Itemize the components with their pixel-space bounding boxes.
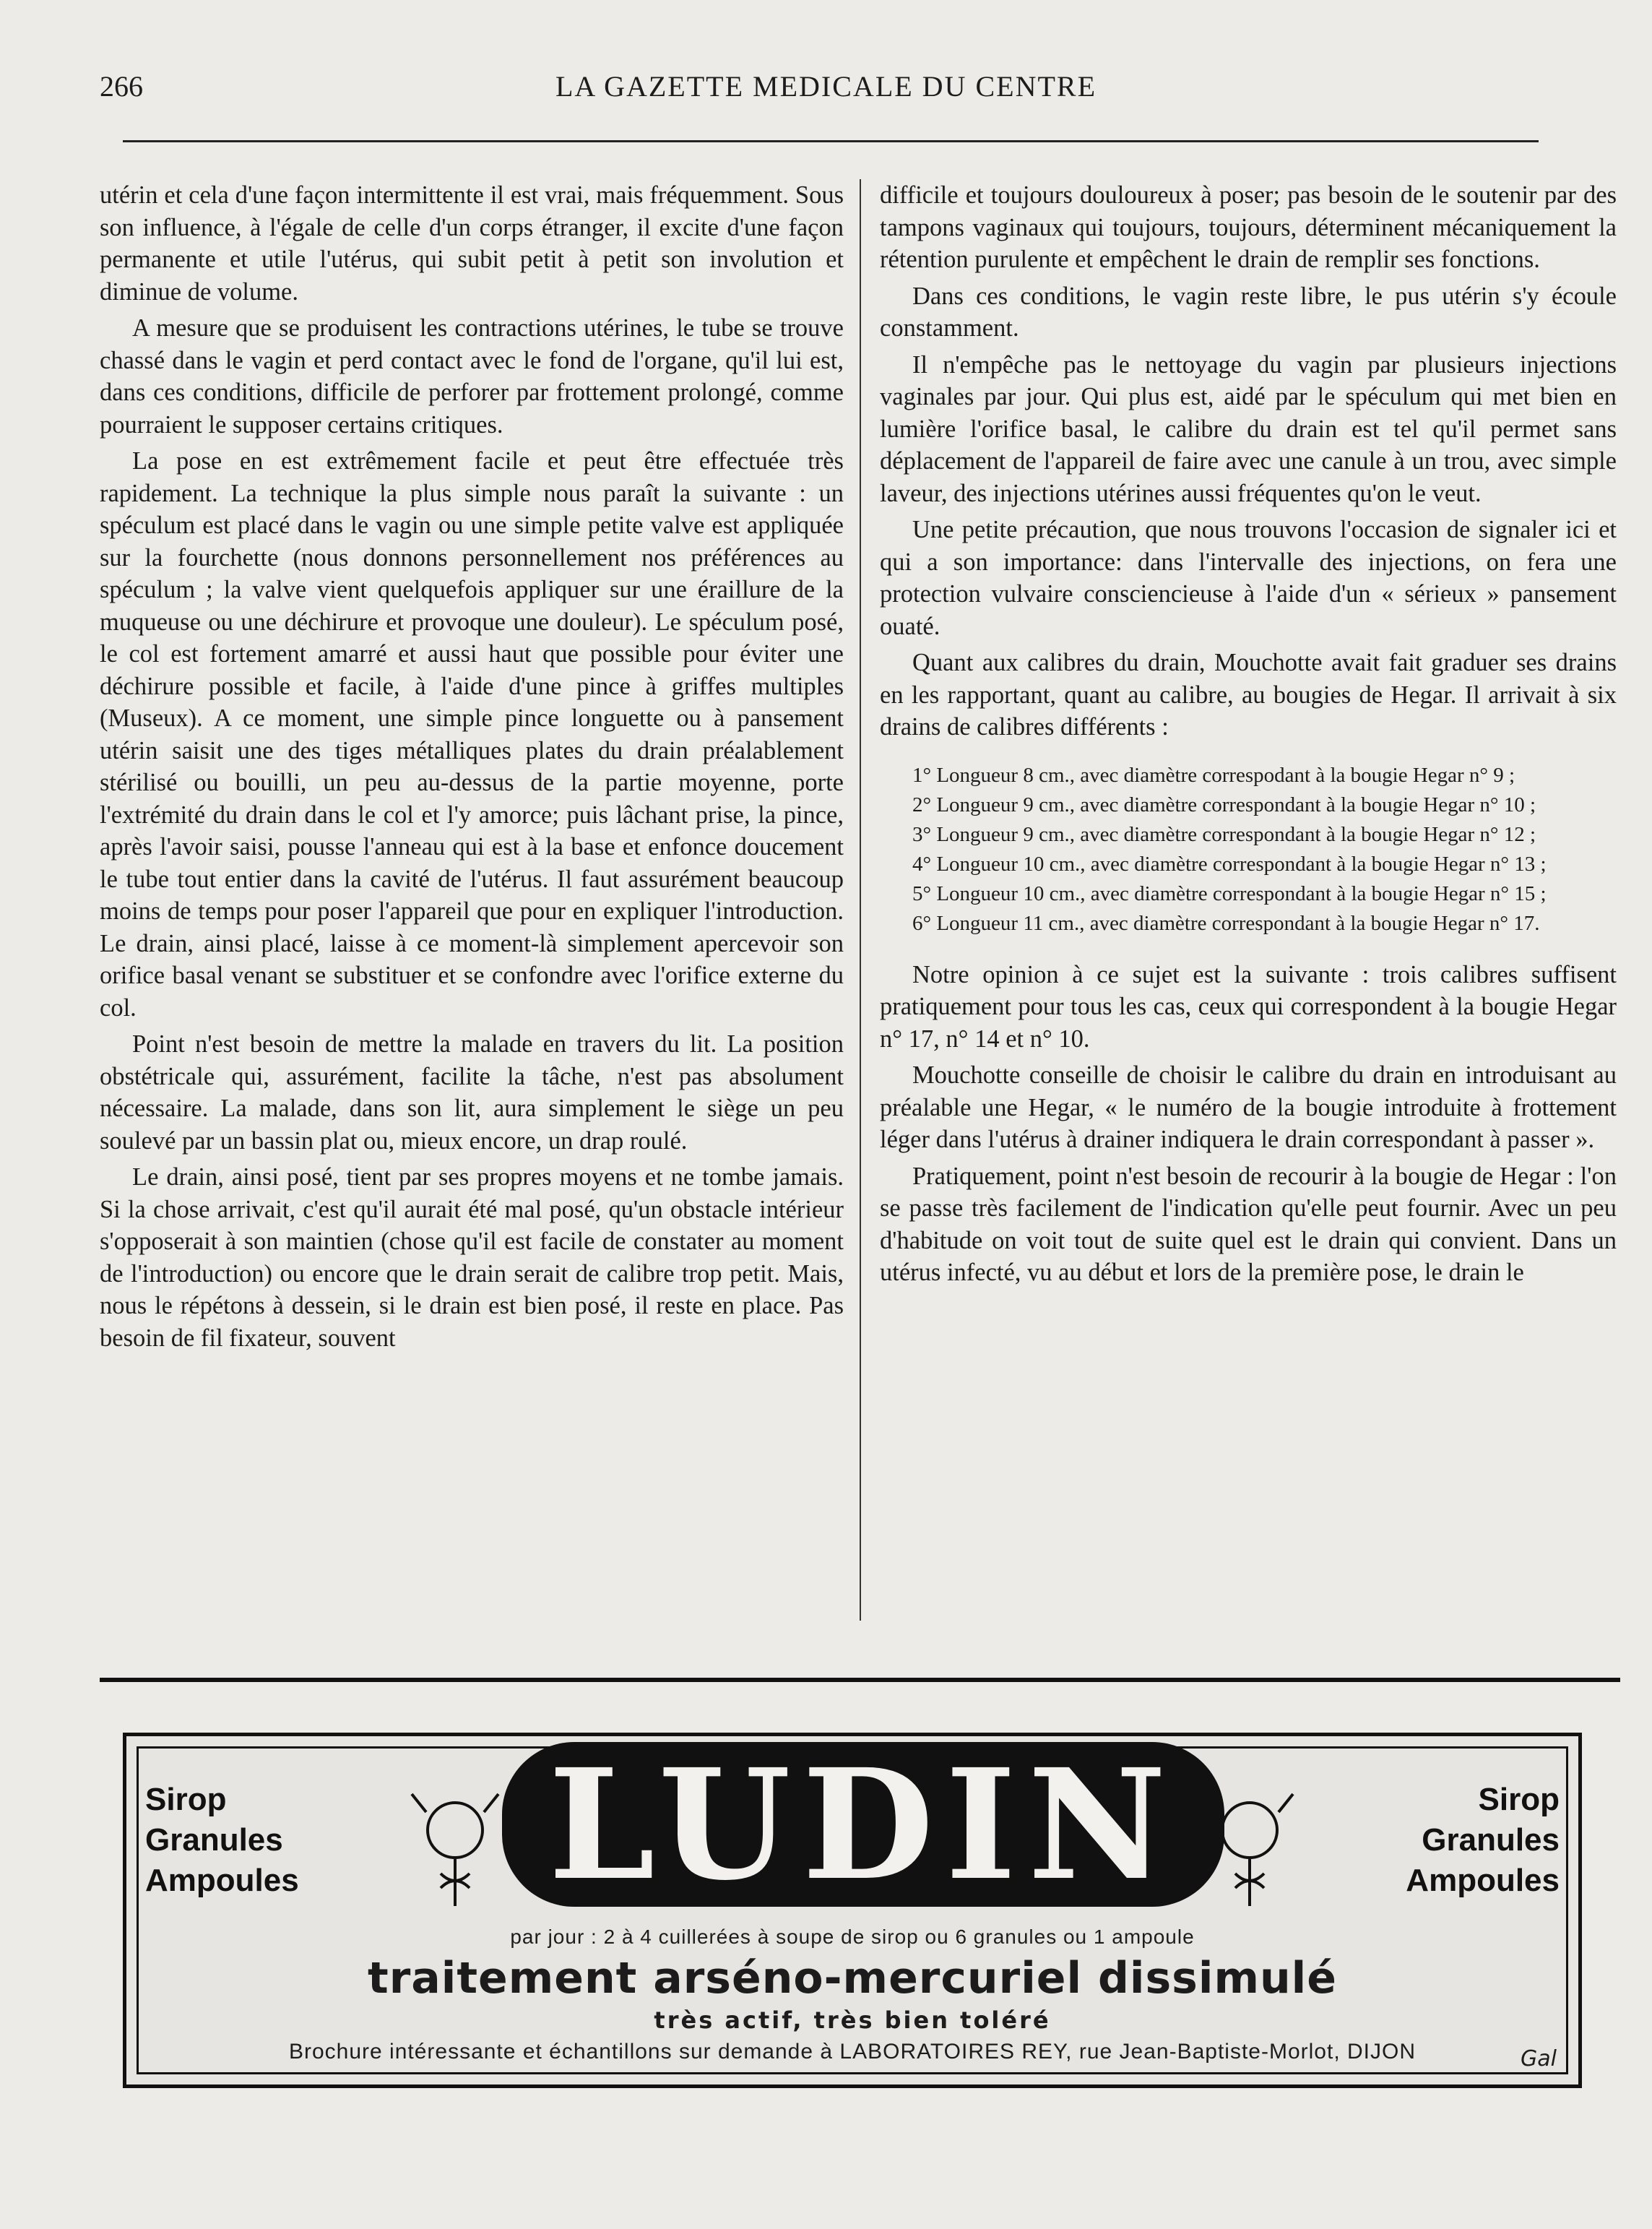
artist-signature: Gal (1521, 2046, 1557, 2071)
form-label: Sirop (145, 1782, 227, 1817)
paragraph: La pose en est extrêmement facile et peut être effectuée très rapidement. La technique la plus simple nous paraît la suivante : un spéculum est placé dans le vagin ou une simple petite valve est appliquée sur la fourchette (nous donnons personnellement nos préférences au spéculum ; la valve vient quelquefois appliquer sur une éraillure de la muqueuse ou une déchirure et provoque une douleur). Le spéculum posé, le col est fortement amarré et aussi haut que possible pour éviter une déchirure possible et facile, à l'aide d'une pince à griffes multiples (Museux). A ce moment, une simple pince longuette ou à pansement utérin saisit une des tiges métalliques plates du drain préalablement stérilisé ou bouilli, un peu au-dessus de la partie moyenne, porte l'extrémité du drain dans le col et l'y amorce; puis lâchant prise, la pince, après l'avoir saisi, pousse l'anneau qui est à la base et enfonce doucement le tube tout entier dans la cavité de l'utérus. Il faut assurément beaucoup moins de temps pour poser l'appareil que pour en expliquer l'introduction. Le drain, ainsi placé, laisse à ce moment-là simplement apercevoir son orifice basal venant se substituer et se confondre avec l'orifice externe du col. (100, 447, 844, 1022)
brochure-line: Brochure intéressante et échantillons sur demande à LABORATOIRES REY, rue Jean-Baptiste-Morlot, DIJON (288, 2040, 1416, 2064)
tolerance-line: très actif, très bien toléré (654, 2006, 1051, 2034)
form-label: Granules (1422, 1822, 1560, 1858)
advert-forms-right (1406, 1780, 1560, 1901)
paragraph: utérin et cela d'une façon intermittente il est vrai, mais fréquemment. Sous son influence, à l'égale de celle d'un corps étranger, il excite d'une façon permanente et utile l'utérus, qui subit petit à petit son involution et diminue de volume. (100, 181, 844, 306)
page-number: 266 (100, 70, 143, 103)
form-label: Ampoules (145, 1863, 299, 1898)
paragraph: A mesure que se produisent les contractions utérines, le tube se trouve chassé dans le vagin et perd contact avec le fond de l'organe, qu'il lui est, dans ces conditions, difficile de perforer par frottement prolongé, comme pourraient le supposer certains critiques. (100, 314, 844, 439)
page-header (0, 69, 1652, 113)
paragraph: Quant aux calibres du drain, Mouchotte avait fait graduer ses drains en les rapportant, quant au calibre, au bougies de Hegar. Il arrivait à six drains de calibres différents : (880, 649, 1617, 741)
column-rule (860, 179, 861, 1621)
mercury-head-icon (408, 1780, 502, 1910)
list-item: 4° Longueur 10 cm., avec diamètre correspondant à la bougie Hegar n° 13 ; (912, 852, 1547, 876)
brand-name: LUDIN (548, 1736, 1178, 1914)
list-item: 1° Longueur 8 cm., avec diamètre correspodant à la bougie Hegar n° 9 ; (912, 763, 1515, 787)
journal-title: LA GAZETTE MEDICALE DU CENTRE (555, 70, 1097, 103)
advert-top-rule (100, 1678, 1620, 1682)
dosage-line: par jour : 2 à 4 cuillerées à soupe de sirop ou 6 granules ou 1 ampoule (510, 1926, 1195, 1948)
right-column (880, 179, 1617, 1293)
calibre-list (880, 761, 1617, 939)
paragraph: Pratiquement, point n'est besoin de recourir à la bougie de Hegar : l'on se passe très facilement de l'indication qu'elle peut fournir. Avec un peu d'habitude on voit tout de suite quel est le drain qui convient. Dans un utérus infecté, vu au début et lors de la première pose, le drain le (880, 1162, 1617, 1286)
paragraph: Notre opinion à ce sujet est la suivante : trois calibres suffisent pratiquement pour tous les cas, ceux qui correspondent à la bougie Hegar n° 17, n° 14 et n° 10. (880, 960, 1617, 1053)
header-rule (123, 140, 1539, 142)
paragraph: difficile et toujours douloureux à poser; pas besoin de le soutenir par des tampons vaginaux qui toujours, toujours, déterminent mécaniquement la rétention purulente et empêchent le drain de remplir ses fonctions. (880, 181, 1617, 273)
list-item: 3° Longueur 9 cm., avec diamètre correspondant à la bougie Hegar n° 12 ; (912, 822, 1536, 846)
paragraph: Mouchotte conseille de choisir le calibre du drain en introduisant au préalable une Hegar, « le numéro de la bougie introduite à frottement léger dans l'utérus à drainer indiquera le drain correspondant à passer ». (880, 1061, 1617, 1153)
paragraph: Dans ces conditions, le vagin reste libre, le pus utérin s'y écoule constamment. (880, 282, 1617, 342)
list-item: 2° Longueur 9 cm., avec diamètre correspondant à la bougie Hegar n° 10 ; (912, 793, 1536, 816)
paragraph: Le drain, ainsi posé, tient par ses propres moyens et ne tombe jamais. Si la chose arrivait, c'est qu'il aurait été mal posé, qu'un obstacle intérieur s'opposerait à son maintien (chose qu'il est facile de constater au moment de l'introduction) ou encore que le drain serait de calibre trop petit. Mais, nous le répétons à dessein, si le drain est bien posé, il reste en place. Pas besoin de fil fixateur, souvent (100, 1163, 844, 1352)
form-label: Ampoules (1406, 1863, 1560, 1898)
paragraph: Il n'empêche pas le nettoyage du vagin par plusieurs injections vaginales par jour. Qui plus est, aidé par le spéculum qui met bien en lumière l'orifice basal, le calibre du drain est tel qu'il permet sans déplacement de l'appareil de faire avec une canule à un trou, avec simple laveur, des injections utérines aussi fréquentes qu'on le veut. (880, 350, 1617, 507)
paragraph: Une petite précaution, que nous trouvons l'occasion de signaler ici et qui a son importance: dans l'intervalle des injections, on fera une protection vulvaire consciencieuse à l'aide d'un « sérieux » pansement ouaté. (880, 516, 1617, 640)
left-column (100, 179, 844, 1358)
treatment-line: traitement arséno-mercuriel dissimulé (368, 1953, 1337, 2004)
brand-banner (502, 1736, 1224, 1914)
form-label: Granules (145, 1822, 283, 1858)
advert-forms-left (145, 1780, 299, 1901)
ludin-advertisement (123, 1733, 1582, 2088)
paragraph: Point n'est besoin de mettre la malade en travers du lit. La position obstétricale qui, assurément, facilite la tâche, n'est pas absolument nécessaire. La malade, dans son lit, aura simplement le siège un peu soulevé par un bassin plat ou, mieux encore, un drap roulé. (100, 1030, 844, 1155)
form-label: Sirop (1478, 1782, 1560, 1817)
list-item: 6° Longueur 11 cm., avec diamètre correspondant à la bougie Hegar n° 17. (912, 911, 1540, 935)
list-item: 5° Longueur 10 cm., avec diamètre correspondant à la bougie Hegar n° 15 ; (912, 881, 1547, 905)
